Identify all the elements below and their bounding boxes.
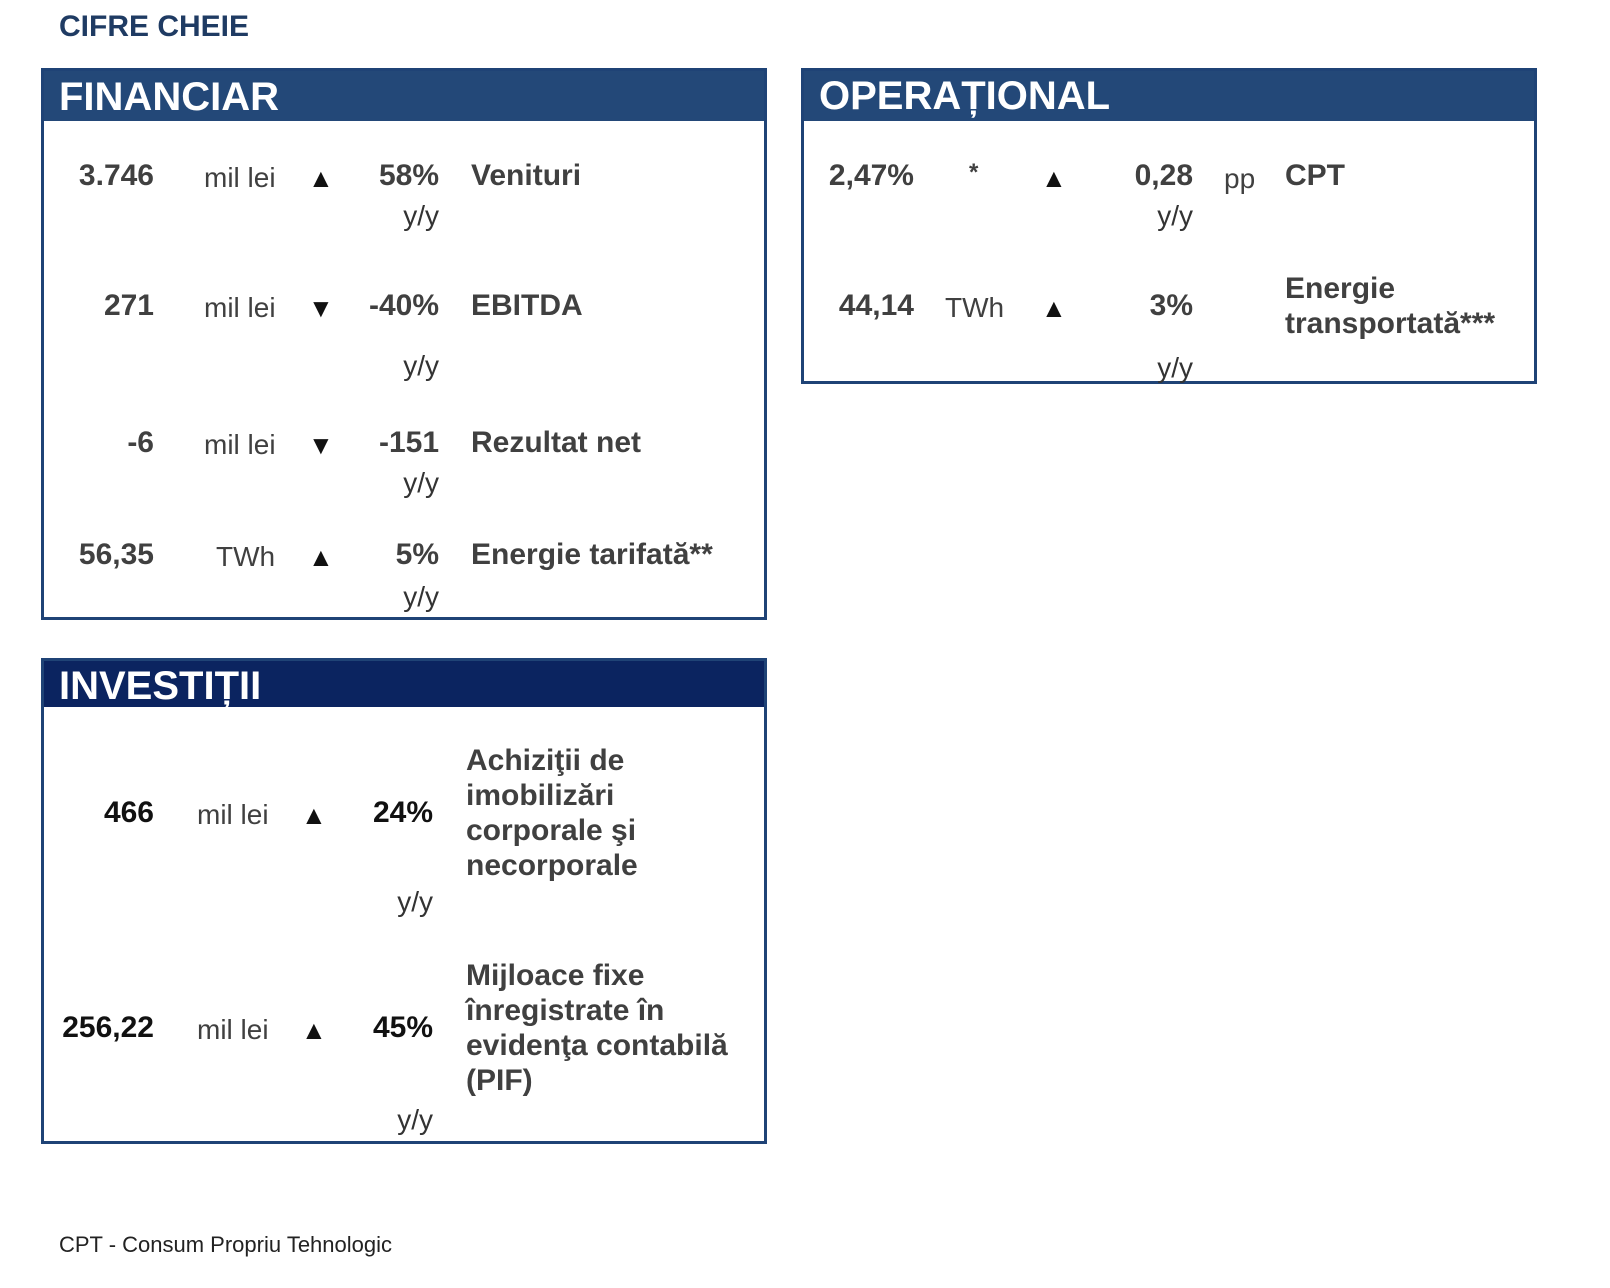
operational-panel (801, 68, 1537, 384)
operational-header: OPERAȚIONAL (804, 71, 1534, 121)
investitii-period-mijloace: y/y (397, 1104, 433, 1135)
footnote: CPT - Consum Propriu Tehnologic (59, 1232, 393, 1257)
financiar-label-energie: Energie tarifată** (471, 538, 713, 571)
operational-change-cpt: 0,28 (1134, 159, 1193, 192)
operational-period-energie: y/y (1157, 352, 1193, 383)
financiar-label-ebitda: EBITDA (471, 289, 583, 322)
operational-value-energie: 44,14 (838, 289, 914, 322)
financiar-value-energie: 56,35 (78, 538, 154, 571)
page-title: CIFRE CHEIE (59, 10, 250, 43)
arrow-up-icon: ▲ (308, 163, 334, 193)
investitii-change-mijloace: 45% (372, 1011, 433, 1044)
investitii-label-achizitii-2: imobilizări (466, 779, 615, 812)
investitii-unit-mijloace: mil lei (197, 1014, 269, 1045)
financiar-header: FINANCIAR (44, 71, 764, 121)
financiar-period-venituri: y/y (403, 200, 439, 231)
investitii-unit-achizitii: mil lei (197, 799, 269, 830)
operational-period-cpt: y/y (1157, 200, 1193, 231)
financiar-unit-rezultat: mil lei (204, 429, 276, 460)
financiar-change-rezultat: -151 (378, 426, 439, 459)
arrow-up-icon: ▲ (1041, 293, 1067, 323)
investitii-label-mijloace-3: evidenţa contabilă (466, 1029, 728, 1062)
investitii-period-achizitii: y/y (397, 886, 433, 917)
financiar-unit-ebitda: mil lei (204, 292, 276, 323)
financiar-value-venituri: 3.746 (78, 159, 154, 192)
operational-unit-energie: TWh (945, 292, 1005, 323)
operational-label-energie-line1: Energie (1285, 272, 1396, 305)
financiar-value-ebitda: 271 (103, 289, 154, 322)
financiar-panel (41, 68, 767, 620)
financiar-label-venituri: Venituri (471, 159, 582, 192)
arrow-up-icon: ▲ (1041, 163, 1067, 193)
financiar-change-venituri: 58% (378, 159, 439, 192)
financiar-unit-venituri: mil lei (204, 162, 276, 193)
investitii-label-mijloace-1: Mijloace fixe (466, 959, 645, 992)
investitii-change-achizitii: 24% (372, 796, 433, 829)
investitii-label-achizitii-1: Achiziţii de (466, 744, 625, 777)
operational-asterisk: * (969, 159, 979, 186)
investitii-label-achizitii-3: corporale şi (466, 814, 637, 847)
arrow-up-icon: ▲ (301, 1015, 327, 1045)
arrow-up-icon: ▲ (308, 542, 334, 572)
investitii-label-mijloace-4: (PIF) (466, 1064, 533, 1097)
operational-label-energie-line2: transportată*** (1285, 307, 1496, 340)
investitii-value-achizitii: 466 (103, 796, 154, 829)
investitii-label-achizitii-4: necorporale (466, 849, 638, 882)
financiar-value-rezultat: -6 (127, 426, 154, 459)
arrow-up-icon: ▲ (301, 800, 327, 830)
financiar-label-rezultat: Rezultat net (471, 426, 642, 459)
operational-change-unit-cpt: pp (1224, 163, 1256, 194)
investitii-panel (41, 658, 767, 1144)
investitii-value-mijloace: 256,22 (62, 1011, 154, 1044)
operational-label-cpt: CPT (1285, 159, 1345, 192)
financiar-change-ebitda: -40% (368, 289, 439, 322)
investitii-label-mijloace-2: înregistrate în (466, 994, 665, 1027)
financiar-unit-energie: TWh (216, 541, 276, 572)
investitii-header: INVESTIȚII (44, 661, 764, 707)
financiar-period-rezultat: y/y (403, 467, 439, 498)
operational-value-cpt: 2,47% (828, 159, 914, 192)
arrow-down-icon: ▼ (308, 430, 334, 460)
financiar-period-ebitda: y/y (403, 350, 439, 381)
operational-change-energie: 3% (1149, 289, 1193, 322)
financiar-change-energie: 5% (395, 538, 439, 571)
arrow-down-icon: ▼ (308, 293, 334, 323)
financiar-period-energie: y/y (403, 581, 439, 612)
